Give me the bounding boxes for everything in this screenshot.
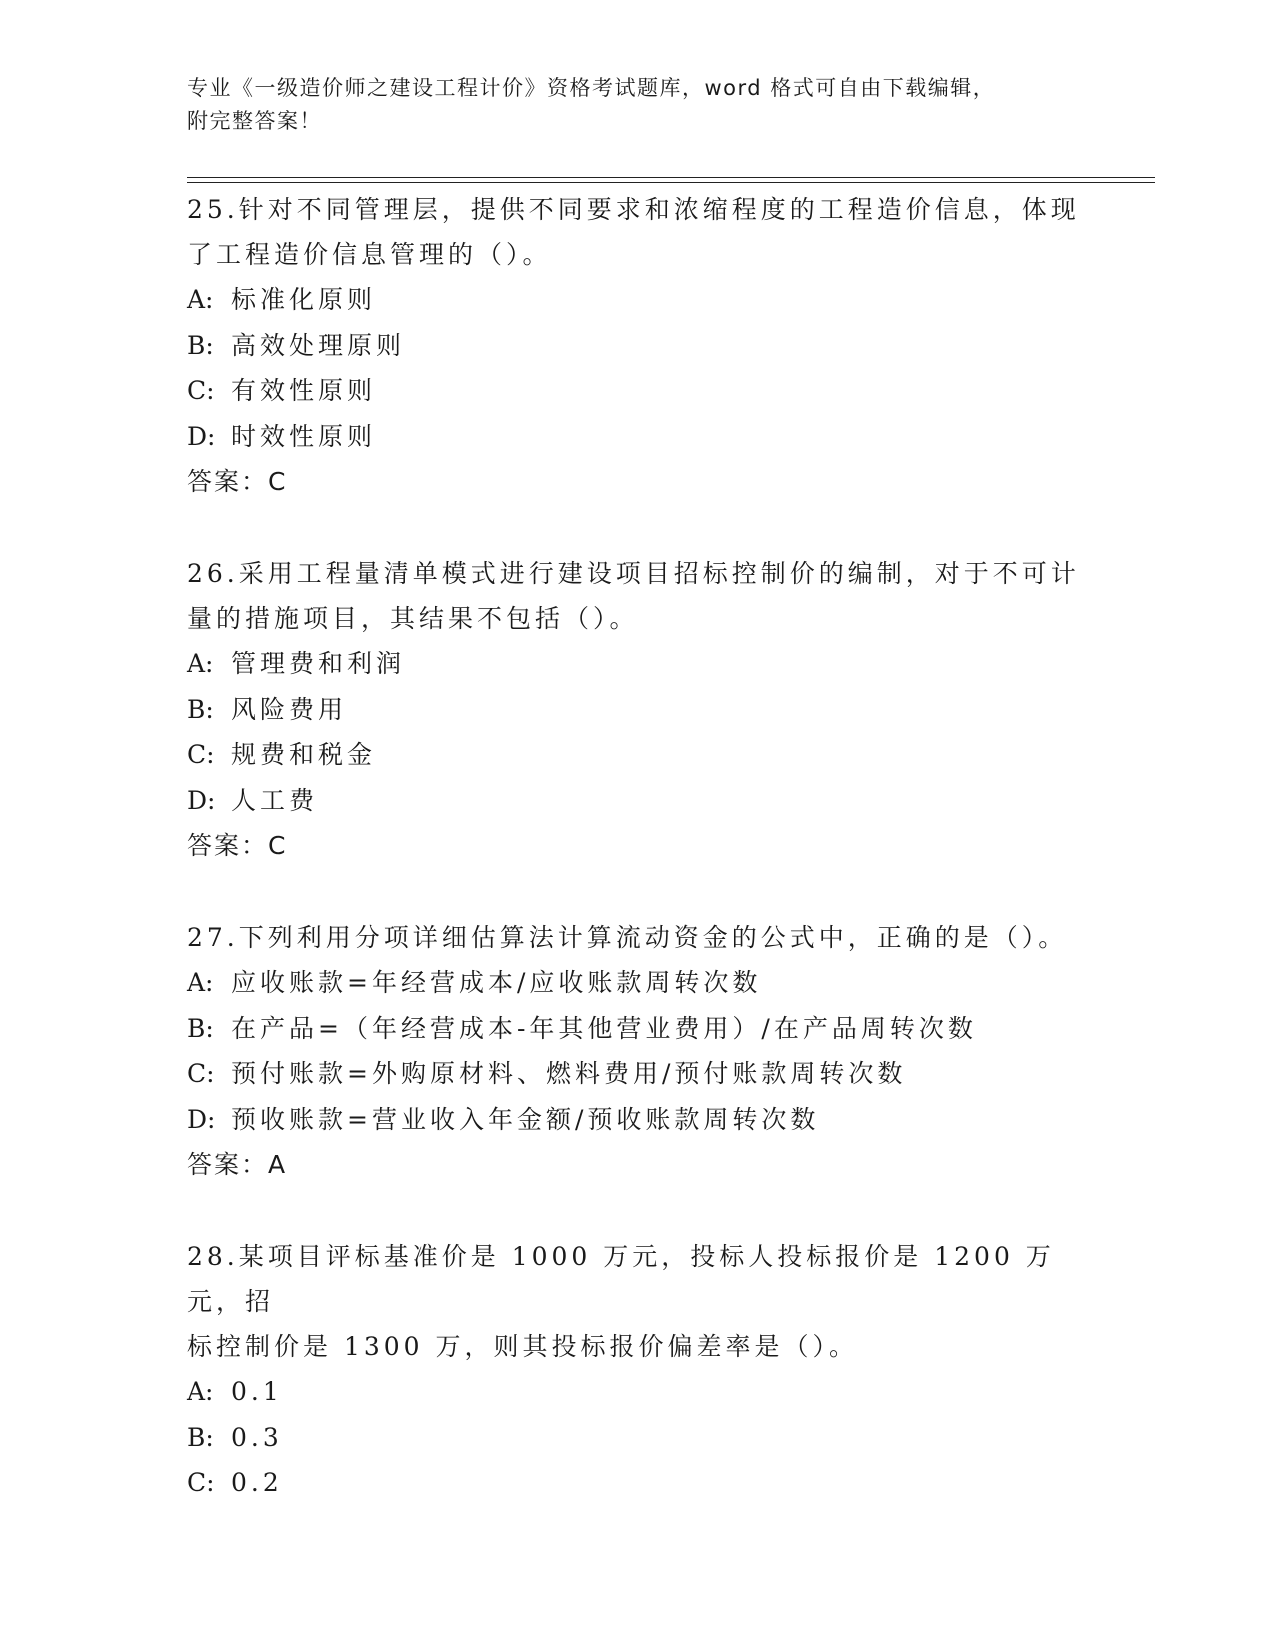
option-key: B: bbox=[187, 1013, 214, 1043]
option-key: A: bbox=[187, 285, 214, 314]
question-28 bbox=[187, 1234, 1087, 1506]
option-text: 0.2 bbox=[231, 1468, 283, 1497]
question-text-line: 量的措施项目，其结果不包括（）。 bbox=[187, 604, 639, 633]
option-key: D: bbox=[187, 785, 216, 815]
option-c bbox=[187, 1051, 1087, 1097]
question-25 bbox=[187, 187, 1087, 504]
option-text: 时效性原则 bbox=[231, 421, 377, 451]
option-key: B: bbox=[187, 1422, 214, 1452]
option-key: C: bbox=[187, 740, 215, 769]
option-text: 高效处理原则 bbox=[231, 330, 406, 360]
option-a bbox=[187, 1369, 1087, 1415]
option-key: A: bbox=[187, 968, 214, 997]
option-key: B: bbox=[187, 694, 214, 724]
question-text-line: 标控制价是 1300 万，则其投标报价偏差率是（）。 bbox=[187, 1332, 859, 1361]
header-divider-bottom bbox=[187, 182, 1155, 183]
option-d bbox=[187, 778, 1087, 824]
option-text: 预收账款=营业收入年金额/预收账款周转次数 bbox=[231, 1104, 820, 1134]
answer-line: 答案：A bbox=[187, 1150, 288, 1179]
option-key: A: bbox=[187, 649, 214, 678]
question-text-line: 26.采用工程量清单模式进行建设项目招标控制价的编制，对于不可计 bbox=[187, 559, 1080, 588]
option-text: 管理费和利润 bbox=[231, 649, 406, 678]
document-header bbox=[187, 72, 1087, 138]
question-text-line: 了工程造价信息管理的（）。 bbox=[187, 240, 552, 269]
option-key: D: bbox=[187, 1104, 216, 1134]
option-key: C: bbox=[187, 1059, 215, 1088]
option-key: B: bbox=[187, 330, 214, 360]
option-text: 0.1 bbox=[231, 1377, 283, 1406]
option-text: 应收账款=年经营成本/应收账款周转次数 bbox=[231, 968, 762, 997]
option-key: C: bbox=[187, 376, 215, 405]
option-c bbox=[187, 1460, 1087, 1506]
option-c bbox=[187, 732, 1087, 778]
option-d bbox=[187, 1097, 1087, 1143]
option-key: C: bbox=[187, 1468, 215, 1497]
option-text: 规费和税金 bbox=[231, 740, 377, 769]
option-text: 人工费 bbox=[231, 785, 319, 815]
option-text: 标准化原则 bbox=[231, 285, 377, 314]
question-text-line: 28.某项目评标基准价是 1000 万元，投标人投标报价是 1200 万元，招 bbox=[187, 1242, 1055, 1316]
header-line-2: 附完整答案！ bbox=[187, 109, 322, 133]
option-text: 在产品=（年经营成本-年其他营业费用）/在产品周转次数 bbox=[231, 1013, 977, 1043]
answer-line: 答案：C bbox=[187, 467, 288, 496]
header-line-1: 专业《一级造价师之建设工程计价》资格考试题库，word 格式可自由下载编辑， bbox=[187, 76, 996, 100]
question-26 bbox=[187, 551, 1087, 868]
option-a bbox=[187, 960, 1087, 1006]
option-b bbox=[187, 323, 1087, 369]
option-a bbox=[187, 277, 1087, 323]
option-b bbox=[187, 687, 1087, 733]
header-divider-top bbox=[187, 177, 1155, 178]
option-text: 0.3 bbox=[231, 1422, 283, 1452]
option-key: A: bbox=[187, 1377, 214, 1406]
question-27 bbox=[187, 915, 1087, 1187]
option-text: 风险费用 bbox=[231, 694, 348, 724]
option-text: 预付账款=外购原材料、燃料费用/预付账款周转次数 bbox=[231, 1059, 907, 1088]
answer-line: 答案：C bbox=[187, 831, 288, 860]
option-b bbox=[187, 1415, 1087, 1461]
question-text-line: 25.针对不同管理层，提供不同要求和浓缩程度的工程造价信息，体现 bbox=[187, 195, 1080, 224]
option-key: D: bbox=[187, 421, 216, 451]
question-text-line: 27.下列利用分项详细估算法计算流动资金的公式中，正确的是（）。 bbox=[187, 923, 1068, 952]
option-c bbox=[187, 368, 1087, 414]
option-b bbox=[187, 1006, 1087, 1052]
option-a bbox=[187, 641, 1087, 687]
option-d bbox=[187, 414, 1087, 460]
option-text: 有效性原则 bbox=[231, 376, 377, 405]
